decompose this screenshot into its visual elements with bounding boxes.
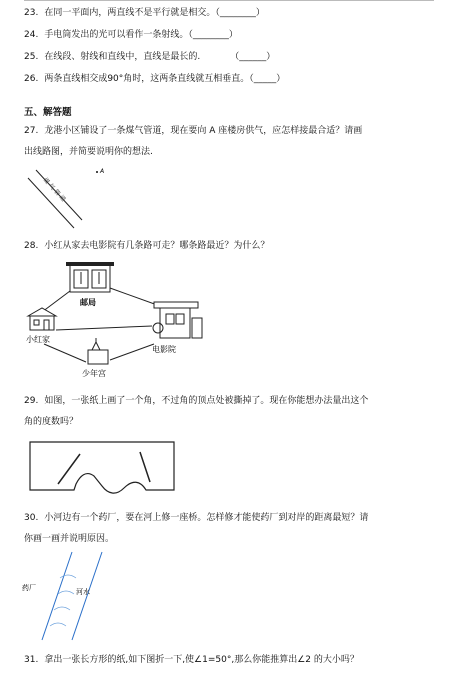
point-a-dot [96, 171, 98, 173]
road-home-post [42, 288, 74, 312]
question-24: 24. 手电筒发出的光可以看作一条射线。（________） [24, 30, 238, 40]
river-bank-left [42, 552, 72, 640]
question-29-line2: 角的度数吗？ [24, 417, 79, 427]
answer-blank[interactable]: （_____） [249, 74, 286, 84]
road-home-palace [44, 344, 86, 362]
river-bank-right [72, 552, 102, 640]
section-title: 五、解答题 [24, 107, 72, 118]
pipe-label: 煤 气 管 道 [41, 176, 67, 204]
question-31: 31. 拿出一张长方形的纸,如下图折一下,使∠1=50°,那么你能推算出∠2 的大小吗？ [24, 655, 359, 665]
label-river: 河水 [76, 588, 90, 596]
answer-blank[interactable]: （________） [188, 30, 238, 40]
label-home: 小红家 [26, 335, 50, 344]
home-icon [28, 308, 56, 330]
label-palace: 少年宫 [82, 369, 106, 378]
point-a-label: A [100, 168, 105, 175]
question-29: 29. 如图，一张纸上画了一个角，不过角的顶点处被撕掉了。现在你能想办法量出这个 [24, 396, 369, 406]
river-figure [20, 548, 130, 644]
road-home-cinema [56, 326, 152, 330]
question-30-line2: 你画一画并说明原因。 [24, 534, 115, 544]
road-post-cinema [110, 288, 160, 306]
torn-angle-figure [28, 440, 178, 496]
gas-pipe-figure [22, 160, 122, 232]
post-office-icon [66, 262, 114, 292]
label-post: 邮局 [80, 298, 96, 307]
route-map-figure [20, 258, 220, 386]
water-waves [50, 575, 76, 626]
question-23: 23. 在同一平面内，两直线不是平行就是相交。（________） [24, 8, 265, 18]
question-28: 28. 小红从家去电影院有几条路可走？哪条路最近？为什么？ [24, 241, 270, 251]
question-27-line2: 出线路图，并简要说明你的想法. [24, 147, 153, 157]
youth-palace-icon [88, 338, 108, 364]
answer-blank[interactable]: （______） [230, 52, 276, 62]
cinema-icon [153, 302, 202, 338]
top-rule [24, 0, 434, 1]
answer-blank[interactable]: （________） [215, 8, 265, 18]
label-factory: 药厂 [22, 584, 36, 592]
question-30: 30. 小河边有一个药厂，要在河上修一座桥。怎样修才能使药厂到对岸的距离最短？请 [24, 513, 369, 523]
question-25: 25. 在线段、射线和直线中，直线是最长的. （______） [24, 52, 276, 62]
road-palace-cinema [110, 344, 154, 360]
label-cinema: 电影院 [152, 345, 176, 354]
question-27: 27. 龙港小区铺设了一条煤气管道，现在要向 A 座楼房供气，应怎样接最合适？请画 [24, 126, 363, 136]
question-26: 26. 两条直线相交成90°角时，这两条直线就互相垂直。（_____） [24, 74, 286, 84]
